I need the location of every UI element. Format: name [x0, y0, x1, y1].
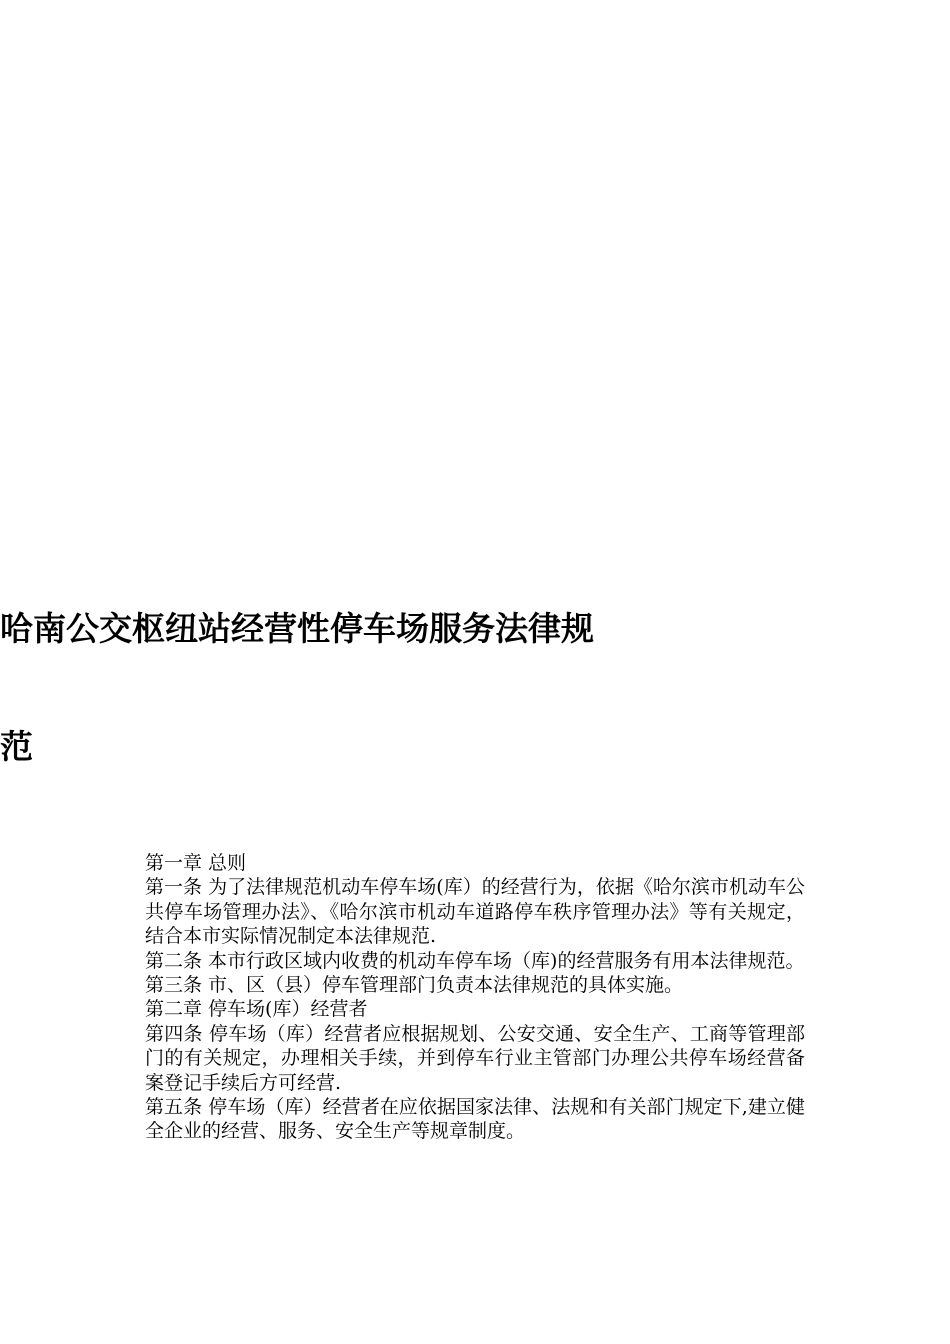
document-body	[145, 851, 805, 1144]
article-1: 第一条 为了法律规范机动车停车场(库）的经营行为，依据《哈尔滨市机动车公共停车场管理办法》、《哈尔滨市机动车道路停车秩序管理办法》等有关规定，结合本市实际情况制定本法律规范.	[145, 876, 805, 948]
article-2: 第二条 本市行政区域内收费的机动车停车场（库)的经营服务有用本法律规范。	[145, 949, 805, 972]
article-5: 第五条 停车场（库）经营者在应依据国家法律、法规和有关部门规定下,建立健全企业的经营、服务、安全生产等规章制度。	[145, 1096, 805, 1143]
article-3: 第三条 市、区（县）停车管理部门负责本法律规范的具体实施。	[145, 974, 684, 997]
chapter-2-heading: 第二章 停车场(库）经营者	[145, 998, 368, 1021]
article-4: 第四条 停车场（库）经营者应根据规划、公安交通、安全生产、工商等管理部门的有关规定，办理相关手续，并到停车行业主管部门办理公共停车场经营备案登记手续后方可经营.	[145, 1022, 805, 1094]
chapter-1-heading: 第一章 总则	[145, 852, 247, 874]
document-title-line-2: 范	[0, 727, 33, 766]
document-title-line-1: 哈南公交枢纽站经营性停车场服务法律规	[0, 609, 594, 648]
